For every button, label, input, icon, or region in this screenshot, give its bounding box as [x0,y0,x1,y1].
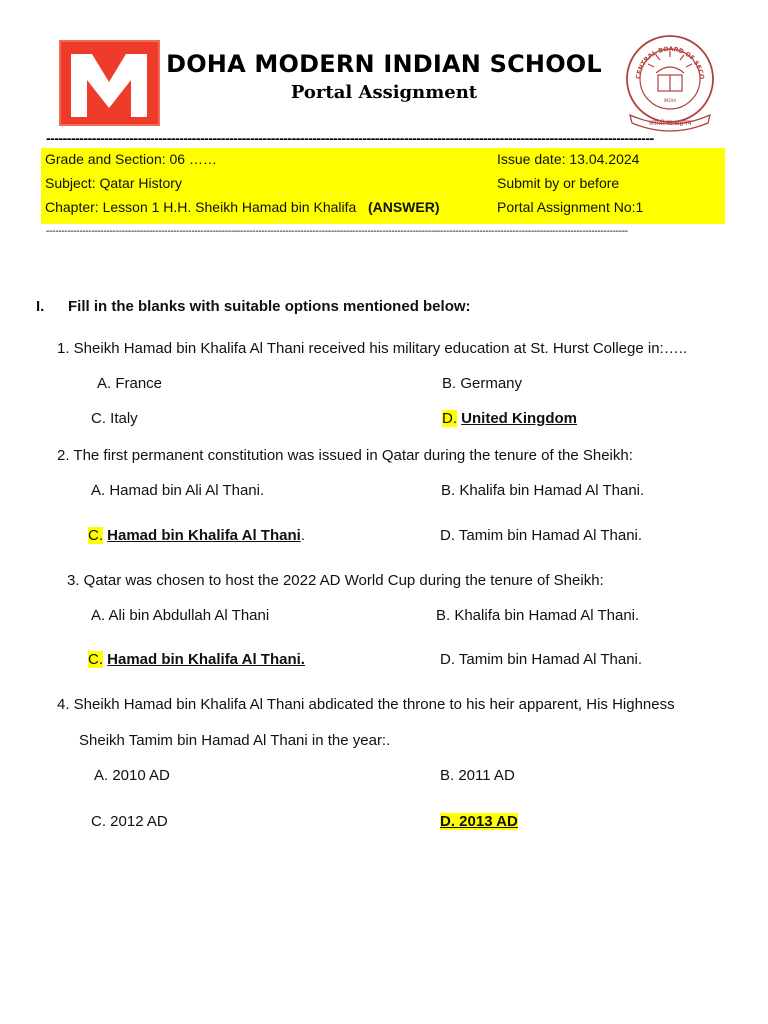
q3-option-c [88,651,305,668]
q3-option-d: D. Tamim bin Hamad Al Thani. [440,651,643,668]
subject: Subject: Qatar History [45,175,182,191]
question-1: 1. Sheikh Hamad bin Khalifa Al Thani received his military education at St. Hurst College in:….. [57,340,688,357]
question-4-continued: Sheikh Tamim bin Hamad Al Thani in the year:. [79,732,391,749]
school-name: DOHA MODERN INDIAN SCHOOL [166,50,602,78]
q3-answer-letter: C. [88,651,103,668]
document-title: Portal Assignment [290,82,478,103]
q4-option-d [440,813,518,830]
q2-option-b: B. Khalifa bin Hamad Al Thani. [441,482,645,499]
chapter-text: Chapter: Lesson 1 H.H. Sheikh Hamad bin Khalifa [45,199,357,215]
q1-option-d [442,410,577,427]
answer-tag: (ANSWER) [367,199,440,215]
q1-option-c: C. Italy [91,410,138,427]
cbse-seal [624,31,716,133]
q2-option-c [88,527,305,544]
bottom-divider: ------------------------------------------------------------------------------------------------------------------------------------------------------------------------------------------------ [46,226,628,237]
q4-option-a: A. 2010 AD [94,767,170,784]
section-numeral: I. [36,298,45,315]
q2-option-d: D. Tamim bin Hamad Al Thani. [440,527,643,544]
svg-text:INDIA: INDIA [663,99,677,104]
assignment-info-box [41,148,725,224]
q1-answer-letter: D. [442,410,457,427]
q4-option-b: B. 2011 AD [440,767,515,784]
q2-option-a: A. Hamad bin Ali Al Thani. [91,482,265,499]
q3-option-b: B. Khalifa bin Hamad Al Thani. [436,607,640,624]
q1-answer-text: United Kingdom [461,410,577,427]
q1-option-b: B. Germany [442,375,523,392]
section-instruction: Fill in the blanks with suitable options mentioned below: [68,298,471,315]
submit-by: Submit by or before [497,175,620,191]
q4-answer: D. 2013 AD [440,813,518,830]
q3-option-a: A. Ali bin Abdullah Al Thani [91,607,270,624]
q3-answer-text: Hamad bin Khalifa Al Thani. [107,651,305,668]
q2-answer-letter: C. [88,527,103,544]
top-divider: -------------------------------------------------------------------------------------------------------------------------------------------------- [46,130,654,146]
chapter [45,199,440,215]
q2-answer-text: Hamad bin Khalifa Al Thani [107,527,301,544]
question-3: 3. Qatar was chosen to host the 2022 AD World Cup during the tenure of Sheikh: [67,572,604,589]
svg-text:असतो मा सद्गमय: असतो मा सद्गमय [648,119,692,127]
q1-option-a: A. France [97,375,163,392]
issue-date: Issue date: 13.04.2024 [497,151,640,167]
svg-text:CENTRAL BOARD OF SECONDARY EDU: CENTRAL BOARD OF SECO [635,45,706,80]
grade-section: Grade and Section: 06 …… [45,151,217,167]
q4-option-c: C. 2012 AD [91,813,168,830]
q2-answer-tail: . [300,527,305,544]
assignment-number: Portal Assignment No:1 [497,199,644,215]
question-2: 2. The first permanent constitution was issued in Qatar during the tenure of the Sheikh: [57,447,633,464]
question-4: 4. Sheikh Hamad bin Khalifa Al Thani abdicated the throne to his heir apparent, His Highness [57,696,675,713]
